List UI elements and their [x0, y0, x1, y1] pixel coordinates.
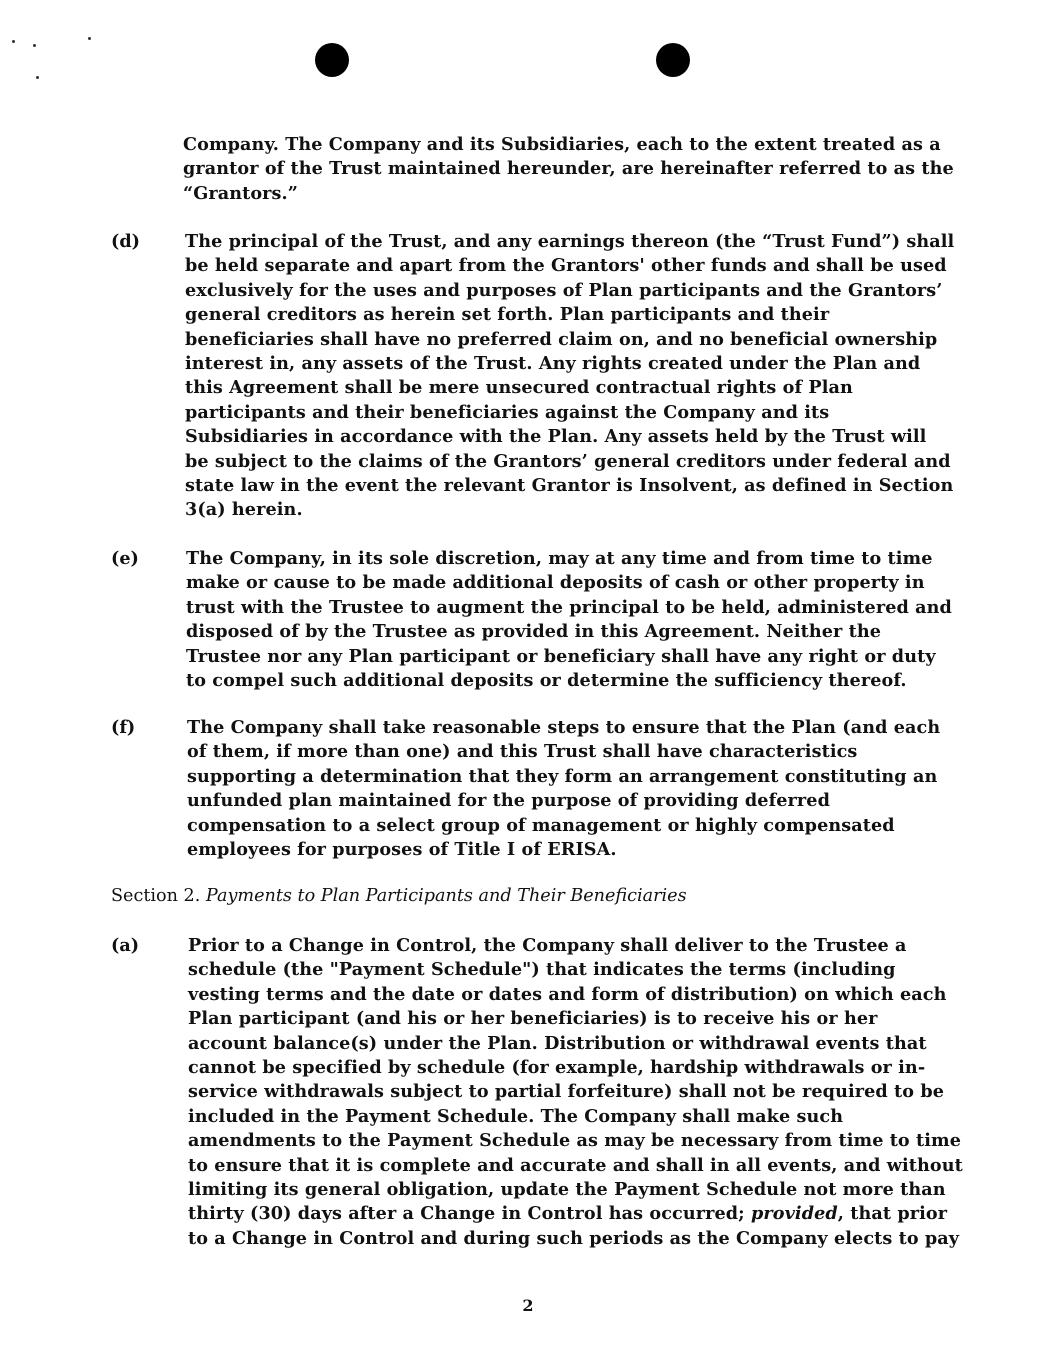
- scan-speck: [88, 37, 91, 40]
- text-line: [188, 1202, 963, 1226]
- binder-hole-left: [315, 43, 349, 77]
- text-line: participants and their beneficiaries against the Company and its: [185, 401, 830, 423]
- text-line: state law in the event the relevant Grantor is Insolvent, as defined in Section: [185, 475, 954, 497]
- scan-speck: [33, 44, 36, 47]
- text-line: this Agreement shall be mere unsecured contractual rights of Plan: [185, 377, 853, 399]
- text-line: to compel such additional deposits or determine the sufficiency thereof.: [186, 670, 907, 692]
- section-title: Payments to Plan Participants and Their Beneficiaries: [205, 886, 687, 906]
- text-fragment: , that prior: [837, 1203, 948, 1225]
- paragraph-label-a: (a): [111, 935, 140, 956]
- text-line: cannot be specified by schedule (for example, hardship withdrawals or in-: [188, 1057, 926, 1079]
- text-line: service withdrawals subject to partial forfeiture) shall not be required to be: [188, 1081, 945, 1103]
- text-line: employees for purposes of Title I of ERISA.: [187, 839, 617, 861]
- scan-speck: [36, 76, 39, 79]
- text-line: The principal of the Trust, and any earnings thereon (the “Trust Fund”) shall: [185, 231, 955, 252]
- text-line: supporting a determination that they form an arrangement constituting an: [187, 765, 938, 787]
- paragraph-label-f: (f): [111, 717, 136, 738]
- text-line: of them, if more than one) and this Trust shall have characteristics: [187, 741, 858, 763]
- binder-hole-right: [656, 43, 690, 77]
- emphasis-provided: provided: [750, 1203, 838, 1225]
- text-line: make or cause to be made additional deposits of cash or other property in: [186, 572, 925, 594]
- text-line: included in the Payment Schedule. The Company shall make such: [188, 1105, 844, 1127]
- text-line: beneficiaries shall have no preferred claim on, and no beneficial ownership: [185, 328, 938, 350]
- text-line: to ensure that it is complete and accurate and shall in all events, and without: [188, 1154, 963, 1176]
- section-heading: [111, 884, 687, 908]
- paragraph-d: [185, 230, 954, 523]
- text-line: be held separate and apart from the Grantors' other funds and shall be used: [185, 255, 947, 277]
- text-line: exclusively for the uses and purposes of Plan participants and the Grantors’: [185, 279, 943, 301]
- scan-speck: [12, 40, 15, 43]
- text-line: vesting terms and the date or dates and form of distribution) on which each: [188, 983, 947, 1005]
- text-line: disposed of by the Trustee as provided in this Agreement. Neither the: [186, 621, 882, 643]
- text-line: schedule (the "Payment Schedule") that indicates the terms (including: [188, 959, 896, 981]
- text-fragment: thirty (30) days after a Change in Control has occurred;: [188, 1203, 751, 1225]
- paragraph-label-e: (e): [111, 548, 139, 569]
- section-number: Section 2.: [111, 886, 201, 906]
- text-line: limiting its general obligation, update the Payment Schedule not more than: [188, 1179, 946, 1201]
- paragraph-e: [186, 547, 952, 693]
- text-line: general creditors as herein set forth. Plan participants and their: [185, 304, 830, 326]
- text-line: “Grantors.”: [183, 182, 298, 204]
- text-line: Prior to a Change in Control, the Company shall deliver to the Trustee a: [188, 935, 907, 956]
- text-line: Company. The Company and its Subsidiaries, each to the extent treated as a: [183, 134, 941, 155]
- intro-paragraph: [183, 133, 954, 206]
- text-line: trust with the Trustee to augment the principal to be held, administered and: [186, 596, 952, 618]
- paragraph-f: [187, 716, 940, 862]
- text-line: account balance(s) under the Plan. Distribution or withdrawal events that: [188, 1032, 927, 1054]
- paragraph-section2-a: [188, 934, 963, 1251]
- text-line: be subject to the claims of the Grantors’ general creditors under federal and: [185, 450, 951, 472]
- paragraph-label-d: (d): [111, 231, 140, 252]
- text-line: grantor of the Trust maintained hereunder, are hereinafter referred to as the: [183, 158, 954, 180]
- text-line: to a Change in Control and during such periods as the Company elects to pay: [188, 1227, 960, 1249]
- text-line: interest in, any assets of the Trust. Any rights created under the Plan and: [185, 353, 921, 375]
- text-line: Trustee nor any Plan participant or beneficiary shall have any right or duty: [186, 645, 936, 667]
- text-line: Plan participant (and his or her beneficiaries) is to receive his or her: [188, 1008, 878, 1030]
- text-line: The Company shall take reasonable steps to ensure that the Plan (and each: [187, 717, 941, 738]
- text-line: compensation to a select group of management or highly compensated: [187, 814, 895, 836]
- text-line: 3(a) herein.: [185, 499, 303, 521]
- text-line: unfunded plan maintained for the purpose of providing deferred: [187, 790, 830, 812]
- page-number: 2: [522, 1296, 534, 1315]
- text-line: The Company, in its sole discretion, may at any time and from time to time: [186, 548, 933, 569]
- text-line: Subsidiaries in accordance with the Plan. Any assets held by the Trust will: [185, 426, 927, 448]
- text-line: amendments to the Payment Schedule as may be necessary from time to time: [188, 1130, 962, 1152]
